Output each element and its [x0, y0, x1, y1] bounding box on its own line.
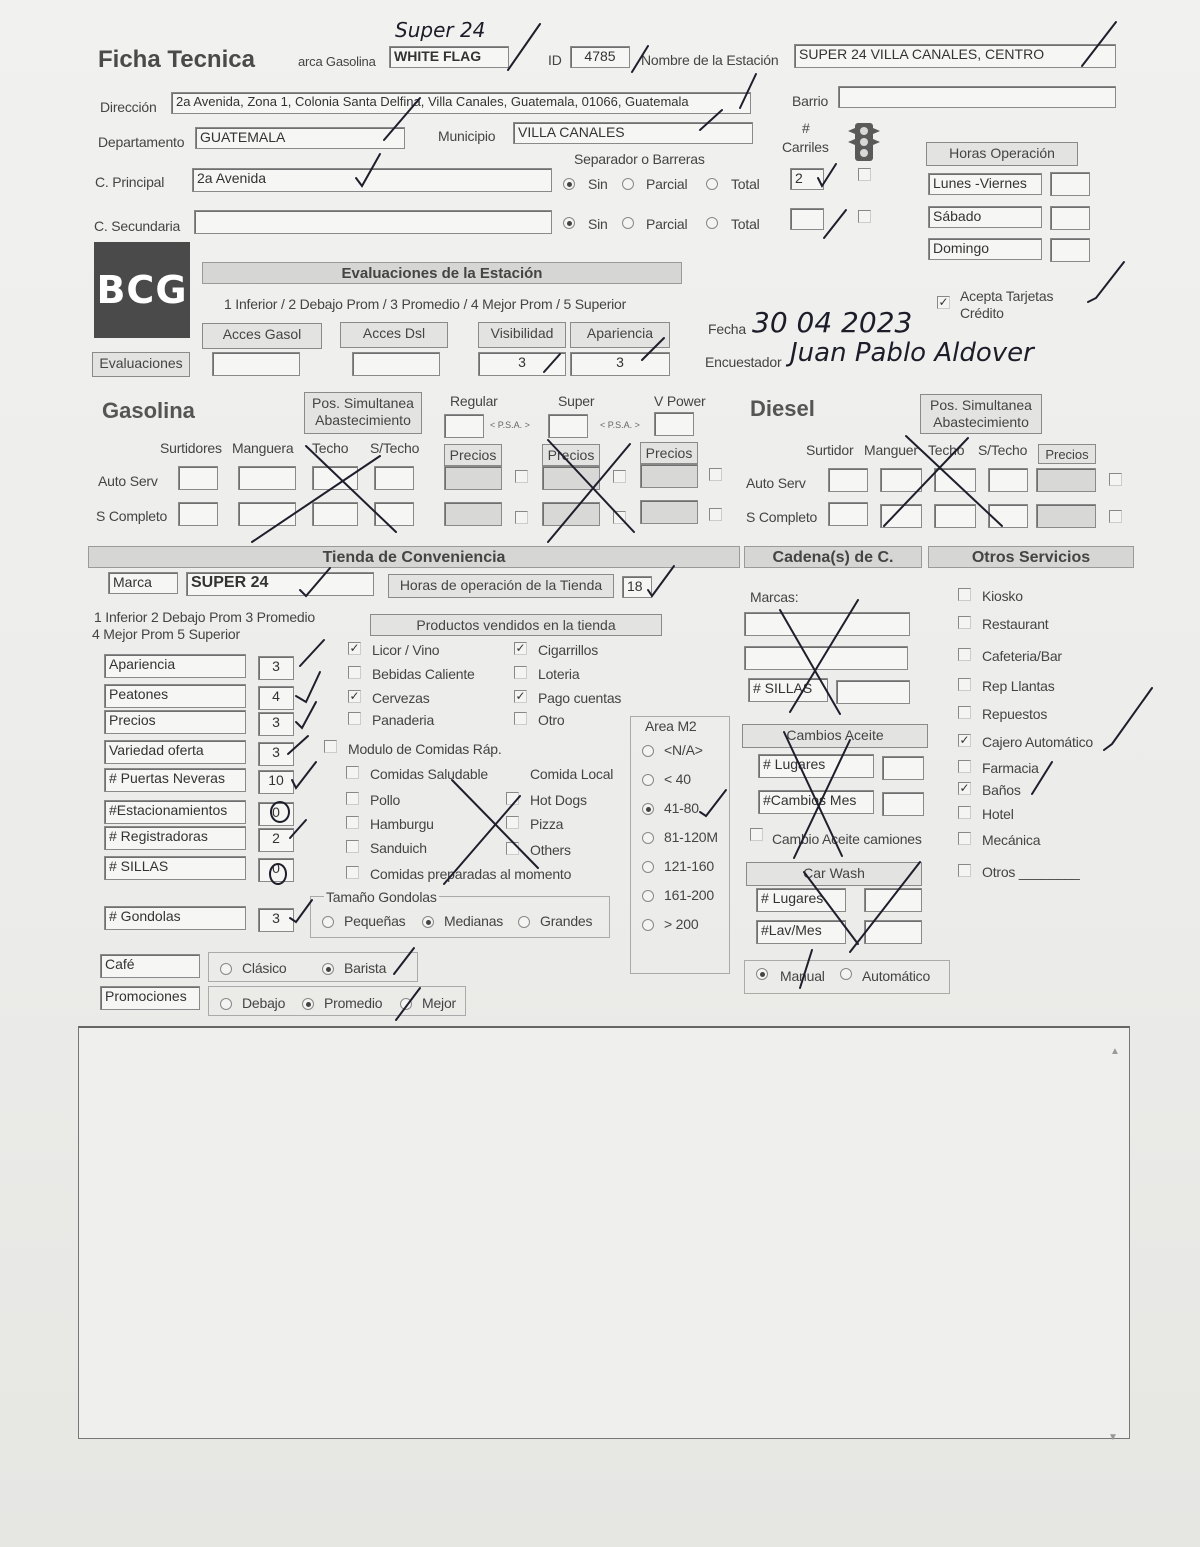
producto-licor-vino-checkbox[interactable]: ✓: [349, 641, 360, 655]
producto-cigarrillos-checkbox[interactable]: ✓: [515, 641, 526, 655]
tienda-horas-button[interactable]: Horas de operación de la Tienda: [388, 574, 614, 598]
rating-value-precios[interactable]: 3: [258, 712, 294, 736]
cafe-label: Café: [100, 954, 200, 978]
check-mark-17: [296, 702, 316, 728]
promo-promedio-label: Promedio: [324, 995, 383, 1011]
servicio-banos-label: Baños: [982, 782, 1021, 798]
separador-label: Separador o Barreras: [574, 151, 705, 167]
diesel-techo-col-label: Techo: [928, 442, 965, 458]
departamento-label: Departamento: [98, 134, 185, 150]
cross-super-b: [548, 444, 630, 542]
diesel-precios-button[interactable]: Precios: [1038, 444, 1096, 464]
calle-principal-field[interactable]: 2a Avenida: [192, 168, 552, 192]
marca-handwritten-note: Super 24: [395, 18, 486, 42]
circled-zero-2: [270, 864, 286, 884]
area-41-80-label: 41-80: [664, 800, 699, 816]
fecha-label: Fecha: [708, 321, 746, 337]
comida-pollo-label: Pollo: [370, 792, 401, 808]
area-81-120m-label: 81-120M: [664, 829, 718, 845]
rating-label-registradoras: # Registradoras: [104, 826, 246, 850]
separador1-total-label: Total: [731, 176, 760, 192]
rating-label-precios: Precios: [104, 710, 246, 734]
check-mark-3: [1082, 22, 1116, 66]
servicio-cafeteria-bar-label: Cafeteria/Bar: [982, 648, 1062, 664]
barrio-label: Barrio: [792, 93, 829, 109]
separador2-sin-label: Sin: [588, 216, 608, 232]
sabado-label: Sábado: [928, 206, 1042, 228]
cambio-aceite-camiones-label: Cambio Aceite camiones: [772, 831, 922, 847]
check-mark-10: [544, 354, 560, 372]
scroll-down-icon[interactable]: ▼: [1108, 1432, 1118, 1443]
regular-label: Regular: [450, 393, 498, 409]
promo-mejor-label: Mejor: [422, 995, 457, 1011]
cross-cambios-b: [794, 740, 850, 858]
diesel-s-completo-label: S Completo: [746, 509, 818, 525]
gas-s-completo-label: S Completo: [96, 508, 168, 524]
producto-otro-label: Otro: [538, 712, 565, 728]
cadenas-section-header: Cadena(s) de C.: [744, 546, 922, 568]
servicio-hotel-label: Hotel: [982, 806, 1014, 822]
rating-label-sillas: # SILLAS: [104, 856, 246, 880]
servicio-banos-checkbox[interactable]: ✓: [959, 781, 970, 795]
servicio-rep-llantas-label: Rep Llantas: [982, 678, 1055, 694]
check-mark-14: [648, 566, 674, 596]
nombre-estacion-field[interactable]: SUPER 24 VILLA CANALES, CENTRO: [794, 44, 1116, 68]
check-mark-15: [300, 640, 324, 666]
servicio-cajero-automatico-label: Cajero Automático: [982, 734, 1093, 750]
gas-auto-serv-label: Auto Serv: [98, 473, 158, 489]
rating-label-estacionamientos: #Estacionamientos: [104, 800, 246, 824]
check-mark-23: [394, 948, 414, 974]
check-mark-24: [396, 988, 420, 1020]
producto-pago-cuentas-label: Pago cuentas: [538, 690, 622, 706]
rating-label-apariencia: Apariencia: [104, 654, 246, 678]
check-mark-25: [800, 950, 812, 988]
form-title: Ficha Tecnica: [98, 46, 255, 73]
nombre-estacion-label: Nombre de la Estación: [641, 52, 779, 68]
tienda-scale-line1: 1 Inferior 2 Debajo Prom 3 Promedio: [94, 609, 315, 625]
check-mark-11: [642, 338, 664, 360]
vpower-label: V Power: [654, 393, 706, 409]
comida-local-others-label: Others: [530, 842, 571, 858]
cross-cadenas-a: [780, 610, 840, 714]
area-40-label: < 40: [664, 771, 691, 787]
diesel-stecho-col-label: S/Techo: [978, 442, 1028, 458]
rating-value-variedad-oferta[interactable]: 3: [258, 742, 294, 766]
servicio-repuestos-label: Repuestos: [982, 706, 1048, 722]
rating-value-registradoras[interactable]: 2: [258, 828, 294, 852]
diesel-surtidor-col-label: Surtidor: [806, 442, 854, 458]
check-mark-16: [296, 672, 320, 702]
check-mark-26: [1104, 688, 1152, 750]
producto-bebidas-caliente-label: Bebidas Caliente: [372, 666, 475, 682]
area-m2-label: Area M2: [645, 718, 697, 734]
check-mark-13: [300, 568, 330, 596]
cross-comidas-b: [444, 796, 520, 884]
marca-gasolina-field[interactable]: WHITE FLAG: [389, 46, 509, 68]
comida-comidas-saludable-label: Comidas Saludable: [370, 766, 489, 782]
municipio-field[interactable]: VILLA CANALES: [513, 122, 753, 144]
carriles-label: Carriles: [782, 139, 829, 155]
producto-cervezas-label: Cervezas: [372, 690, 430, 706]
tienda-marca-field[interactable]: SUPER 24: [186, 572, 374, 596]
comida-local-pizza-label: Pizza: [530, 816, 564, 832]
visibilidad-button[interactable]: Visibilidad: [478, 322, 566, 348]
acepta-tarjetas-checkbox[interactable]: ✓: [938, 295, 949, 309]
comida-hamburgu-label: Hamburgu: [370, 816, 434, 832]
diesel-title: Diesel: [750, 396, 815, 421]
apariencia-field[interactable]: 3: [570, 352, 670, 376]
comida-sanduich-label: Sanduich: [370, 840, 427, 856]
carwash-manual-label: Manual: [780, 968, 825, 984]
separador1-parcial-label: Parcial: [646, 176, 688, 192]
area-161-200-label: 161-200: [664, 887, 714, 903]
tienda-scale-line2: 4 Mejor Prom 5 Superior: [92, 626, 240, 642]
municipio-label: Municipio: [438, 128, 496, 144]
rating-label-peatones: Peatones: [104, 684, 246, 708]
comida-local-label: Comida Local: [530, 766, 614, 782]
check-mark-5: [384, 98, 420, 140]
producto-loteria-label: Loteria: [538, 666, 580, 682]
comida-local-hot-dogs-label: Hot Dogs: [530, 792, 587, 808]
separador1-sin-label: Sin: [588, 176, 608, 192]
regular-precios-button[interactable]: Precios: [444, 444, 502, 466]
servicio-restaurant-label: Restaurant: [982, 616, 1049, 632]
visibilidad-field[interactable]: 3: [478, 352, 566, 376]
car-wash-button[interactable]: Car Wash: [746, 862, 922, 886]
marca-gasolina-label: arca Gasolina: [298, 54, 376, 69]
cafe-barista-label: Barista: [344, 960, 387, 976]
manguera-col-label: Manguera: [232, 440, 294, 456]
calle-secundaria-label: C. Secundaria: [94, 218, 181, 234]
evaluaciones-section-header: Evaluaciones de la Estación: [202, 262, 682, 284]
check-mark-27: [1032, 762, 1052, 794]
cross-diesel-a: [906, 436, 1002, 526]
check-mark-20: [290, 820, 306, 838]
rating-value-peatones[interactable]: 4: [258, 686, 294, 710]
cafe-clasico-label: Clásico: [242, 960, 287, 976]
check-mark-21: [290, 900, 312, 922]
tienda-marca-label: Marca: [108, 572, 178, 594]
separador2-parcial-label: Parcial: [646, 216, 688, 232]
servicio-farmacia-label: Farmacia: [982, 760, 1039, 776]
check-mark-19: [292, 762, 316, 788]
producto-pago-cuentas-checkbox[interactable]: ✓: [515, 689, 526, 703]
check-mark-12: [1088, 262, 1124, 302]
direccion-field[interactable]: 2a Avenida, Zona 1, Colonia Santa Delfina, Villa Canales, Guatemala, 01066, Guatemala: [171, 92, 751, 114]
tamano-gondolas-label: Tamaño Gondolas: [326, 889, 437, 905]
rating-label-variedad-oferta: Variedad oferta: [104, 740, 246, 764]
rating-label-gondolas: # Gondolas: [104, 906, 246, 930]
producto-panaderia-label: Panaderia: [372, 712, 435, 728]
area-n-a-label: <N/A>: [664, 742, 703, 758]
rating-value-apariencia[interactable]: 3: [258, 656, 294, 680]
circled-zero-1: [271, 802, 289, 822]
diesel-manguer-col-label: Manguer: [864, 442, 918, 458]
area-121-160-label: 121-160: [664, 858, 714, 874]
horas-operacion-button[interactable]: Horas Operación: [926, 142, 1078, 166]
check-mark-4: [740, 74, 756, 108]
check-mark-7: [356, 154, 380, 186]
productos-vendidos-button[interactable]: Productos vendidos en la tienda: [370, 614, 662, 636]
carwash-automatico-label: Automático: [862, 968, 931, 984]
check-mark-2: [632, 46, 648, 72]
modulo-comidas-label: Modulo de Comidas Ráp.: [348, 741, 502, 757]
ca-lugares-label: # Lugares: [758, 754, 874, 778]
gondola-medianas-label: Medianas: [444, 913, 504, 929]
check-mark-8: [818, 164, 836, 186]
rating-label-puertas-neveras: # Puertas Neveras: [104, 768, 246, 792]
id-field[interactable]: 4785: [570, 46, 630, 68]
check-mark-9: [824, 210, 846, 238]
cambios-aceite-button[interactable]: Cambios Aceite: [742, 724, 928, 748]
regular-psa-label: < P.S.A. >: [490, 420, 530, 430]
separador2-total-label: Total: [731, 216, 760, 232]
stecho-col-label: S/Techo: [370, 440, 420, 456]
calle-principal-label: C. Principal: [95, 174, 165, 190]
surtidores-col-label: Surtidores: [160, 440, 222, 456]
tienda-horas-field[interactable]: 18: [622, 576, 652, 598]
rating-value-estacionamientos[interactable]: 0: [258, 802, 294, 826]
bcg-logo: BCG: [94, 242, 190, 338]
check-mark-18: [288, 736, 308, 754]
diesel-auto-serv-label: Auto Serv: [746, 475, 806, 491]
producto-licor-vino-label: Licor / Vino: [372, 642, 440, 658]
producto-cervezas-checkbox[interactable]: ✓: [349, 689, 360, 703]
lunes-viernes-label: Lunes -Viernes: [928, 173, 1042, 195]
servicio-cajero-automatico-checkbox[interactable]: ✓: [959, 733, 970, 747]
cw-lugares-label: # Lugares: [756, 888, 846, 912]
cross-cadenas-b: [790, 600, 858, 712]
departamento-field[interactable]: GUATEMALA: [195, 127, 405, 149]
evaluaciones-button[interactable]: Evaluaciones: [92, 352, 190, 377]
check-mark-22: [700, 790, 726, 816]
cross-carwash-b: [850, 862, 920, 952]
id-label: ID: [548, 52, 562, 68]
comida-comidas-preparadas-al-momento-label: Comidas preparadas al momento: [370, 866, 572, 882]
promociones-label: Promociones: [100, 986, 200, 1010]
evaluaciones-scale: 1 Inferior / 2 Debajo Prom / 3 Promedio / 4 Mejor Prom / 5 Superior: [224, 296, 627, 312]
techo-col-label: Techo: [312, 440, 349, 456]
cross-cambios-a: [784, 732, 842, 856]
producto-cigarrillos-label: Cigarrillos: [538, 642, 599, 658]
tienda-section-header: Tienda de Conveniencia: [88, 546, 740, 568]
check-mark-6: [700, 110, 722, 130]
super-psa-label: < P.S.A. >: [600, 420, 640, 430]
fecha-handwritten: 30 04 2023: [752, 306, 913, 339]
acces-dsl-button[interactable]: Acces Dsl: [340, 322, 448, 348]
acces-gasol-button[interactable]: Acces Gasol: [202, 323, 322, 349]
promo-debajo-label: Debajo: [242, 995, 286, 1011]
servicio-kiosko-label: Kiosko: [982, 588, 1023, 604]
direccion-label: Dirección: [100, 99, 157, 115]
otros-servicios-section-header: Otros Servicios: [928, 546, 1134, 568]
scroll-up-icon[interactable]: ▲: [1110, 1046, 1120, 1057]
domingo-label: Domingo: [928, 238, 1042, 260]
rating-value-puertas-neveras[interactable]: 10: [258, 770, 294, 794]
servicio-otros-label: Otros ________: [982, 864, 1080, 880]
servicio-mecanica-label: Mecánica: [982, 832, 1041, 848]
gondola-grandes-label: Grandes: [540, 913, 593, 929]
super-label: Super: [558, 393, 595, 409]
carriles-principal-field[interactable]: 2: [790, 168, 824, 190]
cross-carwash-a: [804, 872, 858, 944]
cadenas-marcas-label: Marcas:: [750, 589, 799, 605]
rating-value-sillas[interactable]: 0: [258, 858, 294, 882]
acepta-tarjetas-label: Acepta Tarjetas Crédito: [960, 288, 1054, 321]
diesel-pos-simultanea-button[interactable]: Pos. Simultanea Abastecimiento: [920, 394, 1042, 434]
cw-lav-mes-label: #Lav/Mes: [756, 920, 846, 944]
ca-cambios-mes-label: #Cambios Mes: [758, 790, 874, 814]
gasolina-title: Gasolina: [102, 398, 195, 423]
encuestador-label: Encuestador: [705, 354, 782, 370]
carriles-hash: #: [802, 120, 810, 136]
gasolina-pos-simultanea-button[interactable]: Pos. Simultanea Abastecimiento: [304, 392, 422, 434]
cadenas-sillas-label: # SILLAS: [748, 678, 828, 702]
encuestador-handwritten: Juan Pablo Aldover: [790, 338, 1034, 368]
apariencia-button[interactable]: Apariencia: [570, 322, 670, 348]
cross-gasolina-a: [306, 446, 396, 532]
area-200-label: > 200: [664, 916, 699, 932]
gondola-pequenas-label: Pequeñas: [344, 913, 406, 929]
super-precios-button[interactable]: Precios: [542, 444, 600, 466]
rating-value-gondolas[interactable]: 3: [258, 908, 294, 932]
vpower-precios-button[interactable]: Precios: [640, 442, 698, 464]
check-mark-1: [508, 24, 540, 70]
